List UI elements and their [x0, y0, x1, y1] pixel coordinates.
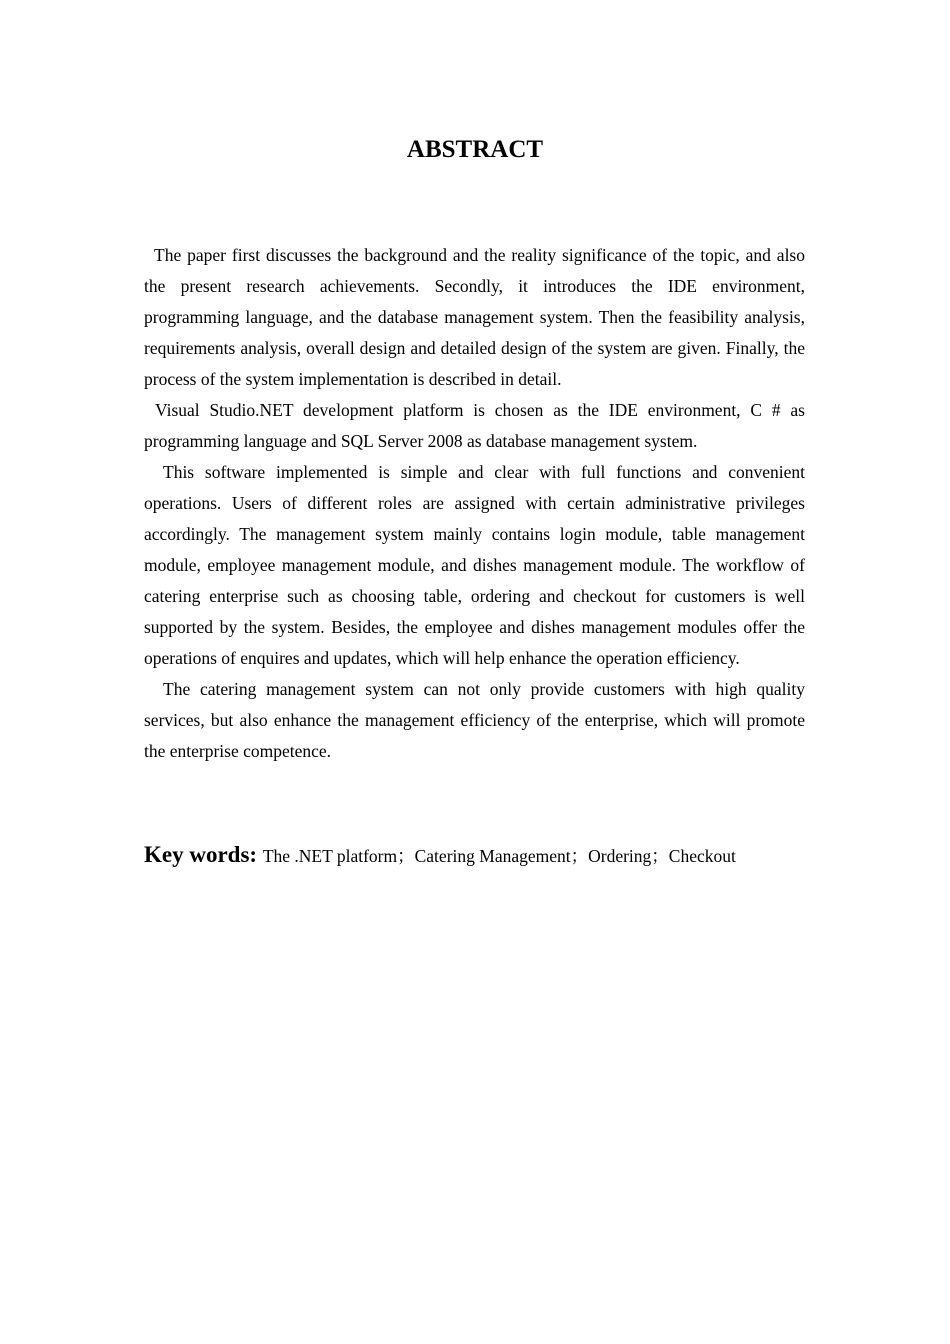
abstract-body [144, 240, 805, 767]
abstract-title: ABSTRACT [406, 136, 544, 163]
abstract-paragraph-4: The catering management system can not only provide customers with high quality services, but also enhance the management efficiency of the enterprise, which will promote the enterprise competence. [144, 679, 805, 761]
abstract-paragraph-2: Visual Studio.NET development platform is chosen as the IDE environment, C # as programming language and SQL Server 2008 as database management system. [144, 400, 805, 451]
abstract-paragraph-1: The paper first discusses the background and the reality significance of the topic, and also the present research achievements. Secondly, it introduces the IDE environment, programming language, and the database management system. Then the feasibility analysis, requirements analysis, overall design and detailed design of the system are given. Finally, the process of the system implementation is described in detail. [144, 245, 805, 389]
abstract-paragraph-3: This software implemented is simple and clear with full functions and convenient operations. Users of different roles are assigned with certain administrative privileges accordingly. The management system mainly contains login module, table management module, employee management module, and dishes management module. The workflow of catering enterprise such as choosing table, ordering and checkout for customers is well supported by the system. Besides, the employee and dishes management modules offer the operations of enquires and updates, which will help enhance the operation efficiency. [144, 462, 805, 668]
keywords-label: Key words: [144, 842, 263, 867]
keywords-line [144, 838, 844, 875]
keywords-list: The .NET platform；Catering Management；Ordering；Checkout [262, 846, 736, 866]
